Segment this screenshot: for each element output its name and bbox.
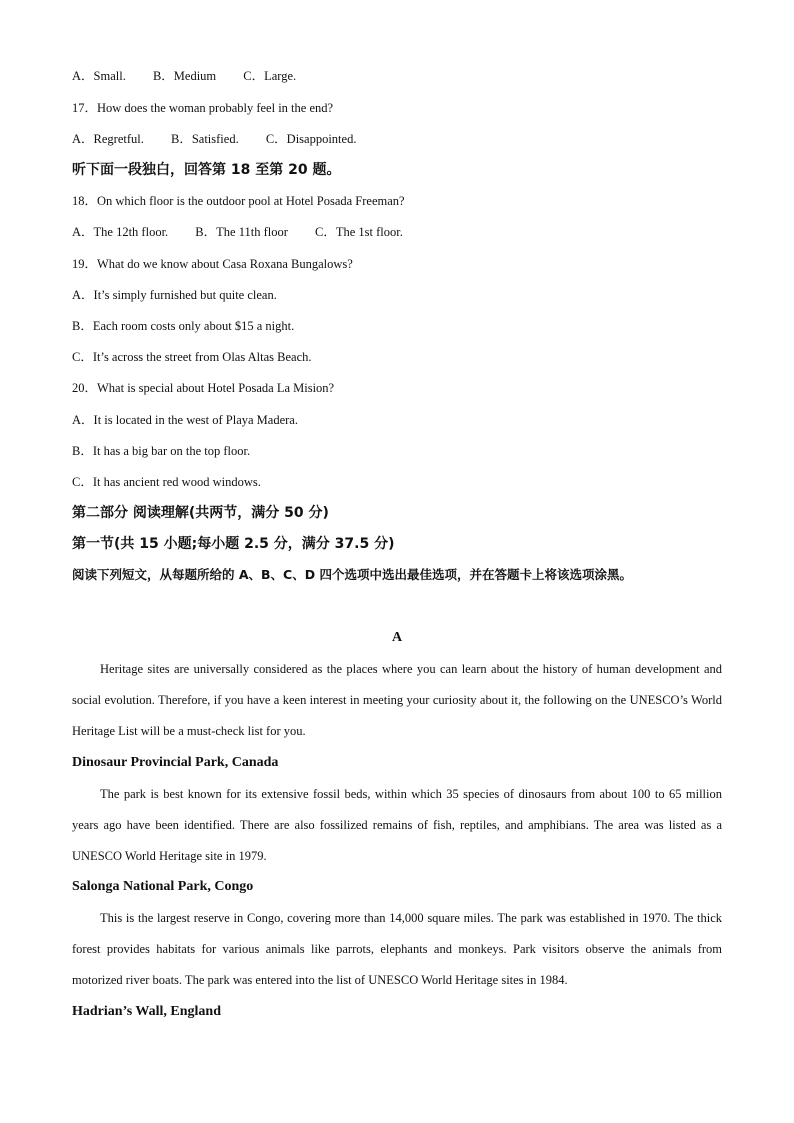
reading-instruction: 阅读下列短文，从每题所给的 A、B、C、D 四个选项中选出最佳选项，并在答题卡上将该选项涂黑。 xyxy=(72,567,632,582)
site-2-name: Salonga National Park, Congo xyxy=(72,879,254,894)
site-1-text: The park is best known for its extensive fossil beds, within which 35 species of dinosaurs from about 100 to 65 million years ago have been identified. There are also fossilized remains of fish, reptiles, and amphibians. The area was listed as a UNESCO World Heritage site in 1979. xyxy=(72,787,722,863)
passage-label: A xyxy=(391,630,403,645)
q17-option-b: B．Satisfied. xyxy=(170,132,239,146)
q19-option-a: A．It’s simply furnished but quite clean. xyxy=(72,288,277,302)
site-3-name: Hadrian’s Wall, England xyxy=(72,1004,221,1019)
q16-option-c: C．Large. xyxy=(243,69,297,83)
section-instruction: 听下面一段独白，回答第 18 至第 20 题。 xyxy=(72,162,341,178)
q20-option-c: C．It has ancient red wood windows. xyxy=(72,475,261,489)
q18-options xyxy=(72,224,722,240)
site-2-text: This is the largest reserve in Congo, covering more than 14,000 square miles. The park was established in 1970. The thick forest provides habitats for various animals like parrots, elephants and monkeys. Park visitors observe the animals from motorized river boats. The park was entered into the list of UNESCO World Heritage sites in 1984. xyxy=(72,911,722,987)
q17-options xyxy=(72,131,722,147)
q20-option-a: A．It is located in the west of Playa Madera. xyxy=(72,413,298,427)
q16-options xyxy=(72,68,722,84)
q20-question: 20．What is special about Hotel Posada La Mision? xyxy=(72,381,335,395)
q17-option-a: A．Regretful. xyxy=(72,132,144,146)
q18-option-a: A．The 12th floor. xyxy=(72,225,169,239)
q18-question: 18．On which floor is the outdoor pool at Hotel Posada Freeman? xyxy=(72,194,405,208)
q16-option-a: A．Small. xyxy=(72,69,126,83)
section1-title: 第一节(共 15 小题;每小题 2.5 分，满分 37.5 分) xyxy=(72,536,395,552)
q18-option-c: C．The 1st floor. xyxy=(315,225,403,239)
part2-title: 第二部分 阅读理解(共两节，满分 50 分) xyxy=(72,505,329,521)
q17-question: 17．How does the woman probably feel in the end? xyxy=(72,101,334,115)
q18-option-b: B．The 11th floor xyxy=(195,225,288,239)
q17-option-c: C．Disappointed. xyxy=(265,132,357,146)
q20-option-b: B．It has a big bar on the top floor. xyxy=(72,444,251,458)
q19-option-b: B．Each room costs only about $15 a night. xyxy=(72,319,295,333)
passage-intro: Heritage sites are universally considered as the places where you can learn about the history of human development and social evolution. Therefore, if you have a keen interest in meeting your curiosity about it, the following on the UNESCO’s World Heritage List will be a must-check list for you. xyxy=(72,662,722,738)
q19-question: 19．What do we know about Casa Roxana Bungalows? xyxy=(72,257,353,271)
q19-option-c: C．It’s across the street from Olas Altas Beach. xyxy=(72,350,312,364)
q16-option-b: B．Medium xyxy=(152,69,217,83)
site-1-name: Dinosaur Provincial Park, Canada xyxy=(72,755,279,770)
